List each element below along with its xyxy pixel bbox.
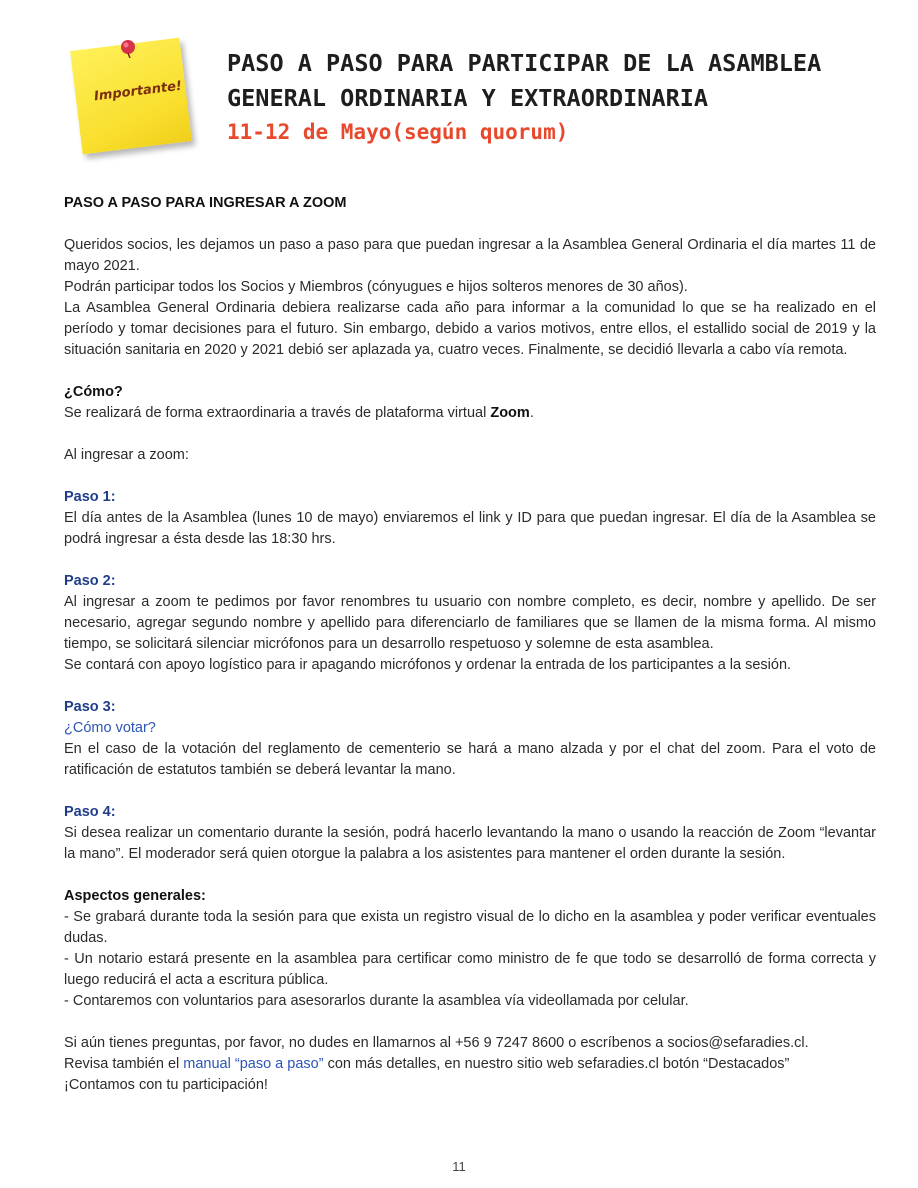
como-paragraph: Se realizará de forma extraordinaria a través de plataforma virtual Zoom.	[64, 405, 534, 421]
closing-contact: Si aún tienes preguntas, por favor, no dudes en llamarnos al +56 9 7247 8600 o escríbenos a socios@sefaradies.cl.	[64, 1035, 809, 1051]
step-3-subtitle: ¿Cómo votar?	[64, 720, 156, 736]
step-2-text: Al ingresar a zoom te pedimos por favor renombres tu usuario con nombre completo, es decir, nombre y apellido. De ser necesario, agregar segundo nombre y apellido para diferenciarlo de familiares que se llamen de la misma forma. Al mismo tiempo, se solicitará silenciar micrófonos para un desarrollo respetuoso y solemne de esta asamblea.	[64, 594, 876, 652]
closing-manual: Revisa también el manual “paso a paso” con más detalles, en nuestro sitio web sefaradies.cl botón “Destacados”	[64, 1056, 790, 1072]
step-2-title: Paso 2:	[64, 573, 116, 589]
step-1-title: Paso 1:	[64, 489, 116, 505]
step-3-text: En el caso de la votación del reglamento de cementerio se hará a mano alzada y por el chat del zoom. Para el voto de ratificación de estatutos también se deberá levantar la mano.	[64, 741, 876, 778]
step-4-text: Si desea realizar un comentario durante la sesión, podrá hacerlo levantando la mano o usando la reacción de Zoom “levantar la mano”. El moderador será quien otorgue la palabra a los asistentes para mantener el orden durante la sesión.	[64, 825, 876, 862]
aspecto-item: - Se grabará durante toda la sesión para que exista un registro visual de lo dicho en la asamblea y poder verificar eventuales dudas.	[64, 909, 876, 946]
step-3-title: Paso 3:	[64, 699, 116, 715]
intro-paragraph: La Asamblea General Ordinaria debiera realizarse cada año para informar a la comunidad lo que se ha realizado en el período y tomar decisiones para el futuro. Sin embargo, debido a varios motivos, entre ellos, el estallido social de 2019 y la situación sanitaria en 2020 y 2021 debió ser aplazada ya, cuatro veces. Finalmente, se decidió llevarla a cabo vía remota.	[64, 300, 876, 358]
aspecto-item: - Un notario estará presente en la asamblea para certificar como ministro de fe que todo se desarrolló de forma correcta y luego reducirá el acta a escritura pública.	[64, 951, 876, 988]
aspectos-heading: Aspectos generales:	[64, 888, 206, 904]
como-heading: ¿Cómo?	[64, 384, 123, 400]
title-line-1: PASO A PASO PARA PARTICIPAR DE LA ASAMBLEA	[227, 49, 822, 77]
title-line-2: GENERAL ORDINARIA Y EXTRAORDINARIA	[227, 84, 709, 112]
page-number: 11	[452, 1159, 466, 1174]
intro-paragraph: Podrán participar todos los Socios y Miembros (cónyugues e hijos solteros menores de 30 años).	[64, 279, 688, 295]
manual-link[interactable]: manual “paso a paso”	[183, 1056, 324, 1072]
intro-paragraph: Queridos socios, les dejamos un paso a paso para que puedan ingresar a la Asamblea General Ordinaria el día martes 11 de mayo 2021.	[64, 237, 876, 274]
page-title	[227, 46, 821, 116]
pushpin-icon	[118, 38, 138, 58]
al-ingresar-text: Al ingresar a zoom:	[64, 447, 189, 463]
closing-thanks: ¡Contamos con tu participación!	[64, 1077, 268, 1093]
section-title: PASO A PASO PARA INGRESAR A ZOOM	[64, 195, 347, 211]
aspecto-item: - Contaremos con voluntarios para asesorarlos durante la asamblea vía videollamada por celular.	[64, 993, 689, 1009]
note-label: Importante!	[93, 78, 183, 105]
step-4-title: Paso 4:	[64, 804, 116, 820]
document-body	[64, 193, 876, 1096]
event-date: 11-12 de Mayo(según quorum)	[227, 120, 569, 144]
step-1-text: El día antes de la Asamblea (lunes 10 de mayo) enviaremos el link y ID para que puedan ingresar. El día de la Asamblea se podrá ingresar a ésta desde las 18:30 hrs.	[64, 510, 876, 547]
zoom-bold: Zoom	[490, 405, 530, 421]
step-2-text: Se contará con apoyo logístico para ir apagando micrófonos y ordenar la entrada de los participantes a la sesión.	[64, 657, 792, 673]
